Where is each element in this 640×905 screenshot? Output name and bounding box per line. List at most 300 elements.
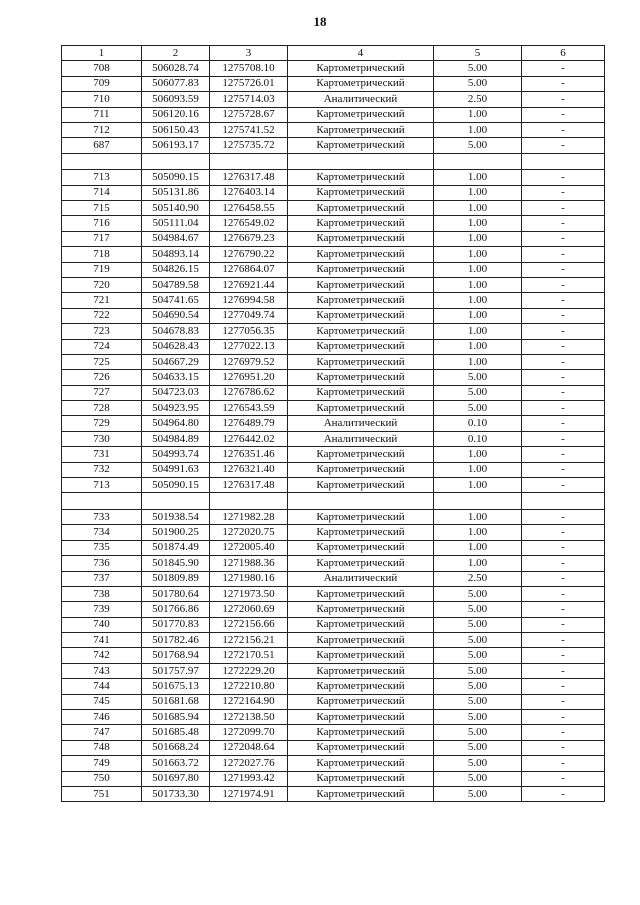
table-cell: Аналитический [288,431,434,446]
table-header-row [62,46,605,61]
table-cell: Картометрический [288,277,434,292]
table-cell: Картометрический [288,663,434,678]
table-cell: 750 [62,771,142,786]
table-cell: Картометрический [288,540,434,555]
table-cell: 1272170.51 [210,648,288,663]
table-cell: 501845.90 [142,556,210,571]
table-row [62,633,605,648]
table-cell: Картометрический [288,694,434,709]
table-cell: - [522,633,605,648]
table-cell: 1.00 [434,447,522,462]
table-row [62,339,605,354]
table-cell: 5.00 [434,385,522,400]
table-cell: 726 [62,370,142,385]
table-cell: 731 [62,447,142,462]
table-cell: Картометрический [288,525,434,540]
table-cell: 739 [62,602,142,617]
table-cell: 501938.54 [142,509,210,524]
table-cell: 1272099.70 [210,725,288,740]
table-cell: - [522,740,605,755]
table-row [62,756,605,771]
table-body [62,61,605,802]
table-cell: 504633.15 [142,370,210,385]
table-cell: 504964.80 [142,416,210,431]
table-row [62,509,605,524]
table-cell: Картометрический [288,509,434,524]
table-cell: - [522,602,605,617]
table-cell: 1276458.55 [210,201,288,216]
table-cell: 730 [62,431,142,446]
table-cell: 1276403.14 [210,185,288,200]
table-cell: 0.10 [434,431,522,446]
table-row [62,478,605,493]
table-cell: 741 [62,633,142,648]
page-number: 18 [313,14,327,29]
table-cell: - [522,586,605,601]
table-cell: - [522,679,605,694]
column-header: 5 [434,46,522,61]
table-cell: - [522,462,605,477]
table-row [62,462,605,477]
table-cell: - [522,185,605,200]
table-cell: - [522,170,605,185]
table-row [62,648,605,663]
table-cell: 1.00 [434,324,522,339]
table-cell: 1.00 [434,509,522,524]
table-cell: 504723.03 [142,385,210,400]
table-cell: Картометрический [288,771,434,786]
table-cell: 1277049.74 [210,308,288,323]
table-cell: 1272005.40 [210,540,288,555]
coordinates-table [61,45,605,802]
table-cell: Картометрический [288,324,434,339]
table-cell: - [522,540,605,555]
table-cell: Картометрический [288,170,434,185]
table-cell: 5.00 [434,633,522,648]
column-header: 1 [62,46,142,61]
table-cell [522,153,605,170]
table-cell: - [522,201,605,216]
table-cell: Картометрический [288,61,434,76]
table-row [62,710,605,725]
table-cell: 5.00 [434,663,522,678]
table-cell: Картометрический [288,586,434,601]
table-row [62,771,605,786]
table-cell: 1276442.02 [210,431,288,446]
table-row [62,308,605,323]
table-cell: 504741.65 [142,293,210,308]
table-cell: 1276549.02 [210,216,288,231]
table-cell: - [522,354,605,369]
table-cell: 1276321.40 [210,462,288,477]
table-cell: 1271988.36 [210,556,288,571]
table-cell: - [522,725,605,740]
table-cell: 1276921.44 [210,277,288,292]
table-cell: - [522,648,605,663]
table-cell: 743 [62,663,142,678]
table-cell: 504789.58 [142,277,210,292]
table-cell: Картометрический [288,401,434,416]
table-cell: 504993.74 [142,447,210,462]
table-cell: 716 [62,216,142,231]
table-cell: 504984.67 [142,231,210,246]
table-cell: 722 [62,308,142,323]
table-cell: - [522,694,605,709]
table-cell: 1271973.50 [210,586,288,601]
table-cell [434,493,522,510]
table-cell: - [522,556,605,571]
table-row [62,247,605,262]
table-row [62,725,605,740]
table-cell: 1.00 [434,339,522,354]
table-cell: 505111.04 [142,216,210,231]
table-cell: 708 [62,61,142,76]
table-cell: 1276489.79 [210,416,288,431]
table-cell: 720 [62,277,142,292]
table-cell: 1275735.72 [210,138,288,153]
table-spacer-row [62,493,605,510]
column-header: 6 [522,46,605,61]
table-cell: 718 [62,247,142,262]
table-cell: Картометрический [288,478,434,493]
table-cell: - [522,756,605,771]
table-row [62,617,605,632]
table-row [62,293,605,308]
table-cell: 714 [62,185,142,200]
table-cell: - [522,138,605,153]
table-cell: 723 [62,324,142,339]
table-cell: 728 [62,401,142,416]
table-cell: Картометрический [288,385,434,400]
table-cell: - [522,370,605,385]
table-cell: 727 [62,385,142,400]
table-cell: Картометрический [288,231,434,246]
table-cell: 5.00 [434,648,522,663]
table-cell: 501874.49 [142,540,210,555]
table-row [62,107,605,122]
table-cell: 5.00 [434,756,522,771]
table-cell: - [522,231,605,246]
table-cell: 501663.72 [142,756,210,771]
table-cell: 505090.15 [142,478,210,493]
table-cell: 1272020.75 [210,525,288,540]
table-row [62,76,605,91]
table-cell: 505131.86 [142,185,210,200]
table-cell: 709 [62,76,142,91]
table-cell: 506077.83 [142,76,210,91]
table-cell: 1.00 [434,293,522,308]
table-cell: 749 [62,756,142,771]
table-cell: 746 [62,710,142,725]
table-cell: 501768.94 [142,648,210,663]
table-cell: Картометрический [288,617,434,632]
table-cell: 504690.54 [142,308,210,323]
table-cell: 501681.68 [142,694,210,709]
table-cell: 5.00 [434,401,522,416]
table-cell: 1272138.50 [210,710,288,725]
table-cell: - [522,663,605,678]
table-cell [142,493,210,510]
table-cell: 719 [62,262,142,277]
table-cell [522,493,605,510]
table-cell: Картометрический [288,354,434,369]
table-cell: - [522,277,605,292]
table-cell: Картометрический [288,756,434,771]
table-cell: 745 [62,694,142,709]
table-cell: 1275714.03 [210,92,288,107]
table-cell: 501697.80 [142,771,210,786]
table-cell: 1272164.90 [210,694,288,709]
table-cell: 1271993.42 [210,771,288,786]
table-row [62,216,605,231]
table-cell: 506150.43 [142,122,210,137]
table-cell: 501668.24 [142,740,210,755]
table-cell [288,493,434,510]
table-cell: 1276790.22 [210,247,288,262]
table-cell: 1272156.66 [210,617,288,632]
table-cell: 717 [62,231,142,246]
table-cell: 506193.17 [142,138,210,153]
table-cell [142,153,210,170]
table-cell: 506120.16 [142,107,210,122]
table-row [62,401,605,416]
column-header: 2 [142,46,210,61]
table-cell: Аналитический [288,92,434,107]
table-row [62,122,605,137]
table-cell: 1276994.58 [210,293,288,308]
table-row [62,92,605,107]
table-cell: 506028.74 [142,61,210,76]
table-cell: 744 [62,679,142,694]
table-cell: 1277056.35 [210,324,288,339]
table-cell: 1.00 [434,478,522,493]
table-cell: Картометрический [288,556,434,571]
table-row [62,354,605,369]
table-cell [210,153,288,170]
table-cell: 501766.86 [142,602,210,617]
table-cell: 1277022.13 [210,339,288,354]
table-cell: - [522,478,605,493]
table-cell: 1.00 [434,262,522,277]
table-cell: - [522,216,605,231]
table-cell: 1276979.52 [210,354,288,369]
table-cell: 1275741.52 [210,122,288,137]
table-cell: 1272156.21 [210,633,288,648]
table-cell: Картометрический [288,725,434,740]
table-cell: 742 [62,648,142,663]
table-cell: 751 [62,786,142,801]
table-cell: 1271980.16 [210,571,288,586]
table-cell: 724 [62,339,142,354]
table-cell: 713 [62,478,142,493]
table-cell [434,153,522,170]
table-cell: Картометрический [288,216,434,231]
table-cell: 5.00 [434,679,522,694]
table-cell: 1272048.64 [210,740,288,755]
table-cell: 504984.89 [142,431,210,446]
table-cell: 1.00 [434,277,522,292]
table-cell: 736 [62,556,142,571]
table-cell: 501780.64 [142,586,210,601]
table-cell: 5.00 [434,786,522,801]
table-row [62,138,605,153]
table-cell: 505140.90 [142,201,210,216]
table-cell: 729 [62,416,142,431]
table-cell: 501757.97 [142,663,210,678]
table-cell: - [522,76,605,91]
table-cell: 734 [62,525,142,540]
table-row [62,679,605,694]
table-cell: 1.00 [434,556,522,571]
table-row [62,262,605,277]
table-cell: 504667.29 [142,354,210,369]
table-cell: 1272027.76 [210,756,288,771]
table-row [62,201,605,216]
table-cell: Картометрический [288,122,434,137]
table-row [62,740,605,755]
table-cell [288,153,434,170]
table-cell: 721 [62,293,142,308]
table-spacer-row [62,153,605,170]
table-cell [62,153,142,170]
table-cell: 504923.95 [142,401,210,416]
table-cell: 1276679.23 [210,231,288,246]
table-row [62,540,605,555]
table-cell: 504826.15 [142,262,210,277]
table-cell: Картометрический [288,740,434,755]
table-cell: 501685.94 [142,710,210,725]
table-row [62,586,605,601]
table-cell: - [522,710,605,725]
table-cell: 1276543.59 [210,401,288,416]
table-cell: 2.50 [434,92,522,107]
table-cell: 5.00 [434,586,522,601]
table-cell: Картометрический [288,76,434,91]
table-row [62,663,605,678]
table-cell: 1276951.20 [210,370,288,385]
table-cell: Картометрический [288,138,434,153]
table-row [62,231,605,246]
table-cell: 1275708.10 [210,61,288,76]
table-cell: 501770.83 [142,617,210,632]
table-row [62,602,605,617]
table-cell: 1.00 [434,462,522,477]
table-cell: 5.00 [434,740,522,755]
table-cell: Картометрический [288,308,434,323]
table-cell: 733 [62,509,142,524]
table-cell: 1.00 [434,216,522,231]
table-cell: 738 [62,586,142,601]
table-cell: 501782.46 [142,633,210,648]
table-cell: - [522,771,605,786]
table-row [62,277,605,292]
table-cell: - [522,416,605,431]
table-row [62,416,605,431]
table-cell: - [522,617,605,632]
table-cell: 1275726.01 [210,76,288,91]
table-cell: 5.00 [434,771,522,786]
table-cell: 501733.30 [142,786,210,801]
table-cell: 501900.25 [142,525,210,540]
table-cell: 5.00 [434,725,522,740]
table-row [62,525,605,540]
table-row [62,370,605,385]
table-cell: 732 [62,462,142,477]
table-cell: 1276317.48 [210,170,288,185]
table-row [62,694,605,709]
table-cell: Аналитический [288,571,434,586]
table-cell: 504893.14 [142,247,210,262]
table-cell: Картометрический [288,262,434,277]
table-cell [210,493,288,510]
table-cell: - [522,509,605,524]
table-cell: - [522,92,605,107]
table-cell: 713 [62,170,142,185]
table-cell: 5.00 [434,370,522,385]
table-cell: 5.00 [434,694,522,709]
table-cell: 1276317.48 [210,478,288,493]
table-cell: Картометрический [288,201,434,216]
table-cell: - [522,571,605,586]
table-cell: 1.00 [434,107,522,122]
table-cell: 687 [62,138,142,153]
table-cell: Картометрический [288,462,434,477]
table-cell: 1276351.46 [210,447,288,462]
table-cell: Картометрический [288,107,434,122]
table-cell: 5.00 [434,710,522,725]
table-cell: 747 [62,725,142,740]
table-cell: 506093.59 [142,92,210,107]
table-cell: 501675.13 [142,679,210,694]
table-cell: Картометрический [288,247,434,262]
table-cell: - [522,786,605,801]
table-cell: 1.00 [434,122,522,137]
table-cell: 5.00 [434,61,522,76]
table-cell: 735 [62,540,142,555]
column-header: 4 [288,46,434,61]
table-cell: 1.00 [434,525,522,540]
table-cell: 1272229.20 [210,663,288,678]
table-cell: Картометрический [288,679,434,694]
table-row [62,431,605,446]
table-cell: 1271982.28 [210,509,288,524]
table-cell: 0.10 [434,416,522,431]
table-cell: 1275728.67 [210,107,288,122]
table-cell: 5.00 [434,617,522,632]
table-cell: 1.00 [434,354,522,369]
table-cell: Картометрический [288,602,434,617]
table-cell: 1.00 [434,247,522,262]
table-row [62,786,605,801]
table-cell: - [522,308,605,323]
table-row [62,385,605,400]
table-cell: 1.00 [434,308,522,323]
table-cell: 1276864.07 [210,262,288,277]
table-row [62,447,605,462]
table-cell: - [522,339,605,354]
table-cell: - [522,247,605,262]
table-cell: Аналитический [288,416,434,431]
table-cell: 710 [62,92,142,107]
table-cell: - [522,107,605,122]
table-cell: 5.00 [434,76,522,91]
table-cell: - [522,293,605,308]
table-cell: 505090.15 [142,170,210,185]
table-cell: - [522,525,605,540]
table-row [62,324,605,339]
table-row [62,185,605,200]
table-cell: - [522,122,605,137]
